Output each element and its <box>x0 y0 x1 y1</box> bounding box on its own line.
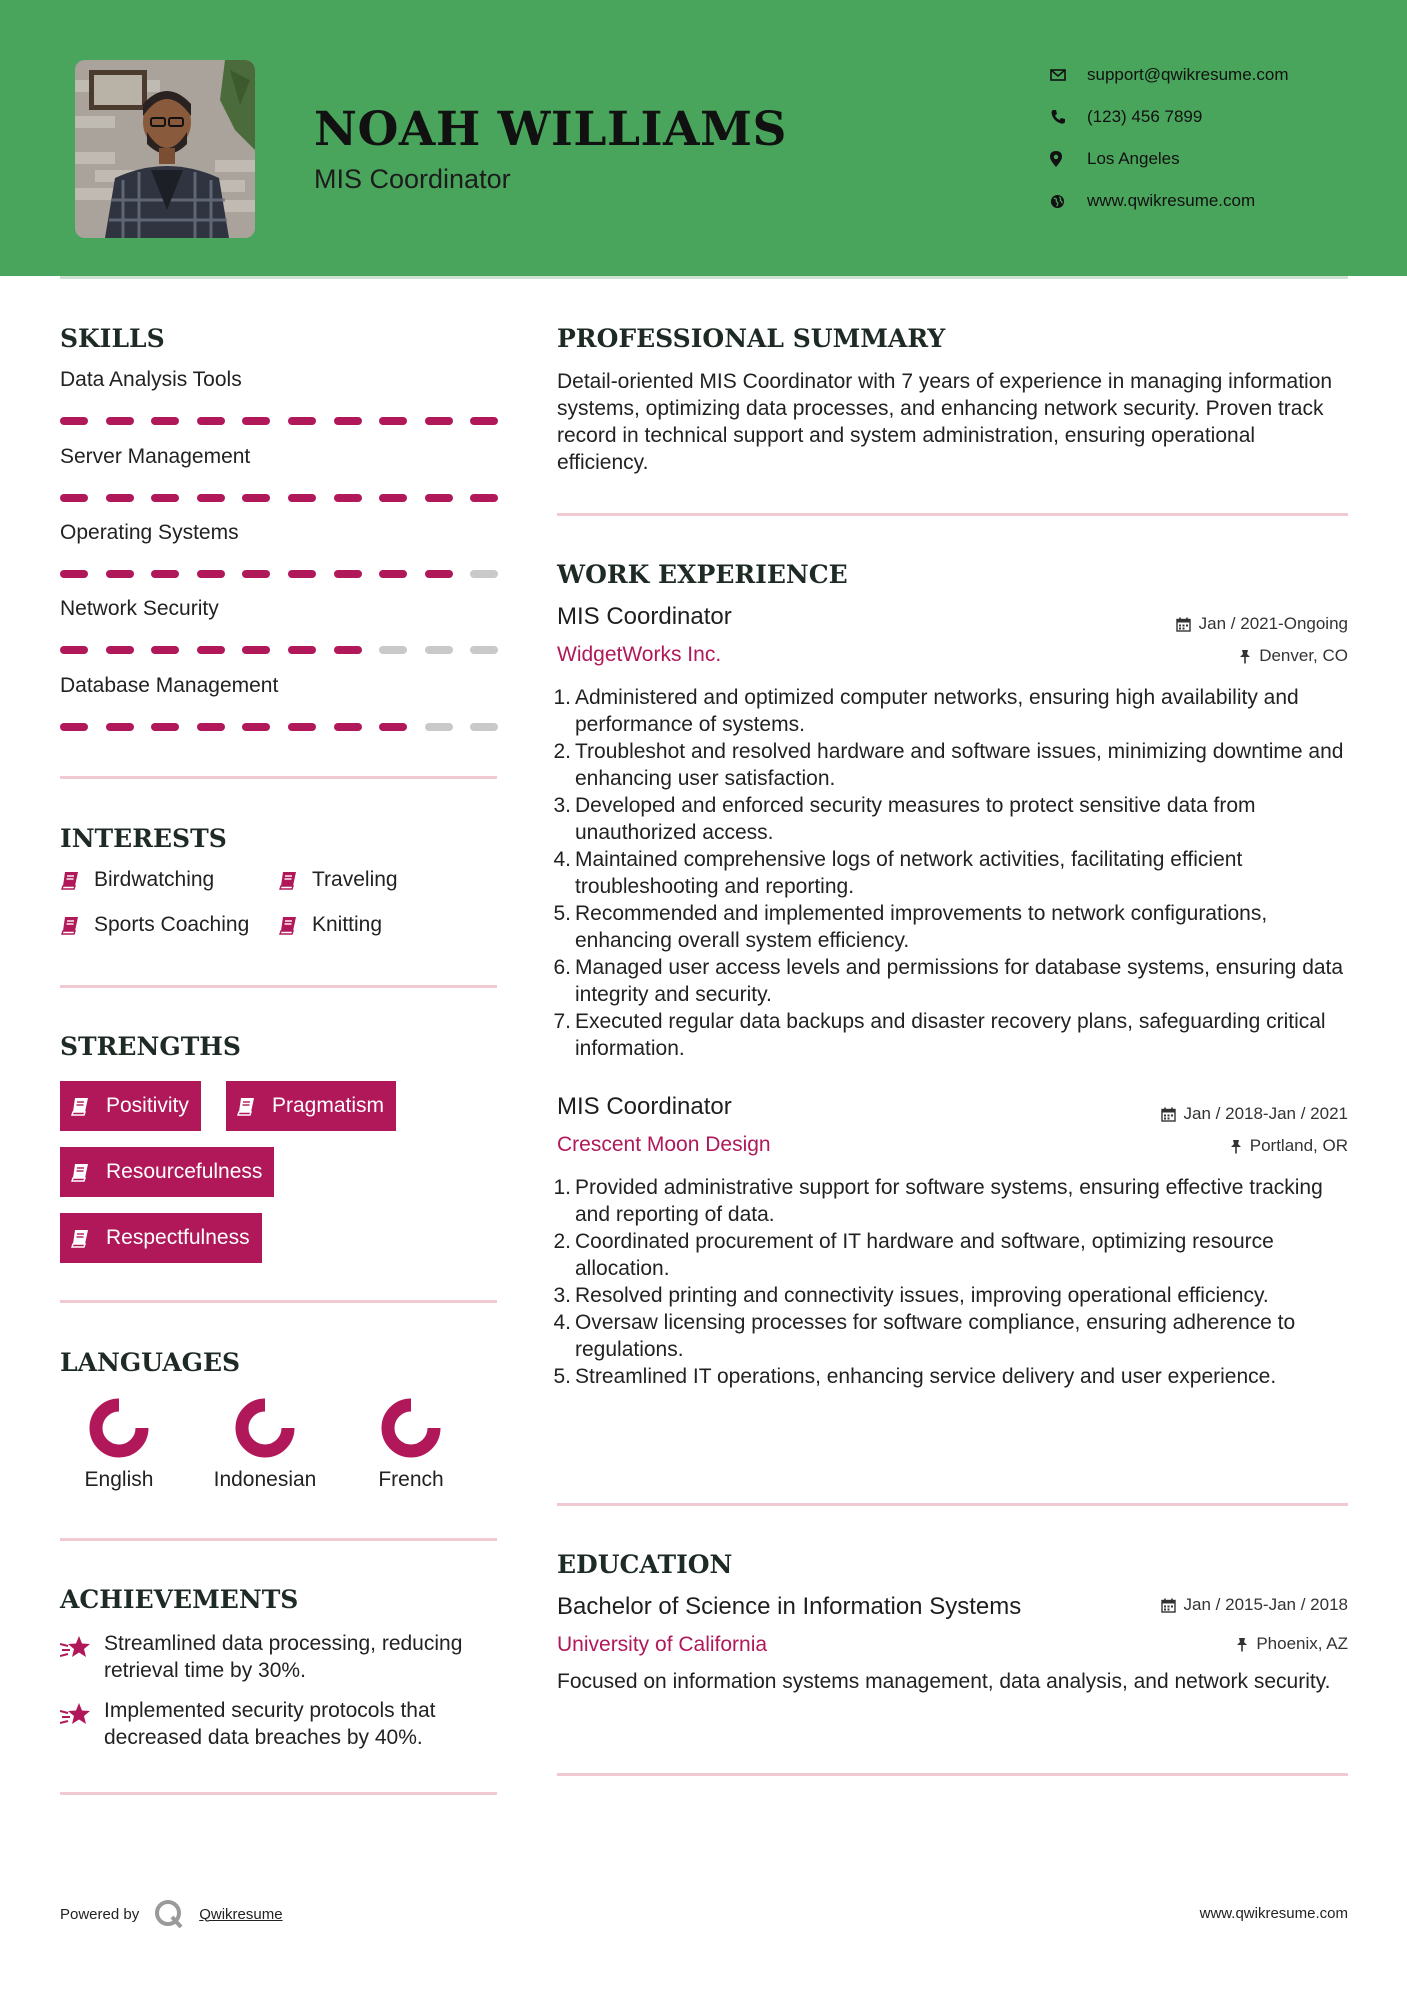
achievement-item <box>60 1630 500 1684</box>
language-gauge <box>89 1398 149 1458</box>
skill-dash-filled <box>425 570 453 578</box>
skill-dash-filled <box>379 723 407 731</box>
envelope-icon <box>1050 68 1087 82</box>
skill-dash-empty <box>470 723 498 731</box>
interest-item <box>60 913 249 937</box>
job-dates-text: Jan / 2021-Ongoing <box>1198 614 1348 633</box>
language-label: French <box>378 1468 444 1491</box>
powered-by-label: Powered by <box>60 1905 140 1923</box>
interest-label: Birdwatching <box>94 868 215 891</box>
strength-label: Resourcefulness <box>106 1160 263 1183</box>
calendar-icon <box>1161 1107 1176 1122</box>
interest-item <box>60 868 214 892</box>
skill-level-bar <box>60 723 500 731</box>
candidate-role: MIS Coordinator <box>314 164 511 194</box>
skill-dash-filled <box>242 494 270 502</box>
globe-icon <box>1050 194 1087 209</box>
interest-label: Traveling <box>312 868 398 891</box>
resume-header <box>0 0 1407 276</box>
skill-dash-filled <box>288 646 316 654</box>
contact-list <box>1050 54 1289 222</box>
strength-chip <box>226 1081 396 1131</box>
profile-photo <box>75 60 255 238</box>
school-name: University of California <box>557 1633 768 1656</box>
duty-item: 1. Provided administrative support for software systems, ensuring effective tracking and reporting of data. <box>553 1176 1323 1226</box>
job-title: MIS Coordinator <box>557 1093 732 1120</box>
skill-name: Data Analysis Tools <box>60 368 242 391</box>
skill-dash-filled <box>379 494 407 502</box>
job-location-text: Portland, OR <box>1249 1136 1348 1155</box>
skill-dash-filled <box>151 570 179 578</box>
skill-dash-filled <box>242 723 270 731</box>
skill-dash-filled <box>334 723 362 731</box>
skill-dash-filled <box>197 494 225 502</box>
skill-dash-filled <box>197 723 225 731</box>
duty-item: 4. Oversaw licensing processes for software compliance, ensuring adherence to regulations. <box>553 1311 1296 1361</box>
duty-text: Administered and optimized computer networks, ensuring high availability and performance of systems. <box>575 686 1299 736</box>
pushpin-icon <box>1230 1139 1242 1154</box>
contact-website[interactable] <box>1050 180 1289 222</box>
duty-text: Oversaw licensing processes for software compliance, ensuring adherence to regulations. <box>575 1311 1296 1361</box>
star-icon <box>60 1630 104 1684</box>
calendar-icon <box>1161 1598 1176 1613</box>
education-dates <box>1161 1595 1348 1615</box>
strength-label: Pragmatism <box>272 1094 385 1117</box>
job-dates-text: Jan / 2018-Jan / 2021 <box>1183 1104 1348 1123</box>
duty-text: Maintained comprehensive logs of network activities, facilitating efficient troubleshooting and reporting. <box>575 848 1243 898</box>
duty-item: 3. Resolved printing and connectivity issues, improving operational efficiency. <box>553 1284 1269 1307</box>
skill-dash-filled <box>197 646 225 654</box>
skill-dash-filled <box>334 646 362 654</box>
skill-dash-empty <box>470 646 498 654</box>
duty-text: Executed regular data backups and disaster recovery plans, safeguarding critical information. <box>575 1010 1326 1060</box>
footer-powered-by <box>60 1898 283 1930</box>
interest-item <box>278 868 398 892</box>
skill-dash-filled <box>379 417 407 425</box>
strength-label: Respectfulness <box>106 1226 250 1249</box>
skill-dash-empty <box>470 570 498 578</box>
skills-heading: SKILLS <box>60 324 165 353</box>
skill-dash-filled <box>425 417 453 425</box>
duty-text: Resolved printing and connectivity issues, improving operational efficiency. <box>575 1284 1269 1307</box>
header-divider <box>60 276 1348 279</box>
skill-dash-filled <box>470 494 498 502</box>
book-icon <box>70 1228 106 1248</box>
duty-item: 2. Troubleshot and resolved hardware and software issues, minimizing downtime and enhancing user satisfaction. <box>553 740 1344 790</box>
contact-email-text: support@qwikresume.com <box>1087 65 1289 84</box>
skill-dash-filled <box>106 646 134 654</box>
skill-dash-filled <box>379 570 407 578</box>
section-divider <box>60 776 497 779</box>
candidate-name: NOAH WILLIAMS <box>314 102 787 157</box>
skill-dash-filled <box>470 417 498 425</box>
achievement-text: Implemented security protocols that decreased data breaches by 40%. <box>104 1699 436 1749</box>
skill-name: Operating Systems <box>60 521 239 544</box>
pushpin-icon <box>1236 1637 1248 1652</box>
interest-label: Sports Coaching <box>94 913 250 936</box>
skill-dash-filled <box>334 570 362 578</box>
company-name: WidgetWorks Inc. <box>557 643 722 666</box>
skill-dash-filled <box>106 494 134 502</box>
strength-chip <box>60 1081 201 1131</box>
section-divider <box>60 1792 497 1795</box>
language-gauge <box>235 1398 295 1458</box>
interest-label: Knitting <box>312 913 383 936</box>
interest-item <box>278 913 382 937</box>
skill-dash-filled <box>288 570 316 578</box>
duty-text: Provided administrative support for software systems, ensuring effective tracking and reporting of data. <box>575 1176 1323 1226</box>
book-icon <box>278 915 312 935</box>
education-location <box>1236 1634 1348 1654</box>
qwikresume-logo-icon <box>153 1898 185 1930</box>
book-icon <box>70 1096 106 1116</box>
book-icon <box>60 915 94 935</box>
summary-text: Detail-oriented MIS Coordinator with 7 years of experience in managing information systems, optimizing data processes, and enhancing network security. Proven track record in technical support and system administration, ensuring operational efficiency. <box>557 370 1333 474</box>
duty-item: 3. Developed and enforced security measures to protect sensitive data from unauthorized access. <box>553 794 1256 844</box>
section-divider <box>60 1300 497 1303</box>
skill-dash-filled <box>334 494 362 502</box>
education-description: Focused on information systems management, data analysis, and network security. <box>557 1670 1331 1693</box>
job-dates <box>1176 614 1348 634</box>
strength-chip <box>60 1213 262 1263</box>
summary-heading: PROFESSIONAL SUMMARY <box>557 324 946 353</box>
strength-chip <box>60 1147 274 1197</box>
skill-dash-filled <box>242 570 270 578</box>
calendar-icon <box>1176 617 1191 632</box>
skill-name: Network Security <box>60 597 219 620</box>
language-label: English <box>84 1468 154 1491</box>
education-heading: EDUCATION <box>557 1550 733 1579</box>
degree-title: Bachelor of Science in Information Systems <box>557 1593 1022 1620</box>
job-title: MIS Coordinator <box>557 603 732 630</box>
skill-dash-filled <box>60 417 88 425</box>
achievement-text: Streamlined data processing, reducing retrieval time by 30%. <box>104 1632 463 1682</box>
duty-item: 5. Recommended and implemented improvements to network configurations, enhancing overall system efficiency. <box>553 902 1268 952</box>
strength-label: Positivity <box>106 1094 189 1117</box>
achievements-heading: ACHIEVEMENTS <box>60 1585 299 1614</box>
book-icon <box>60 870 94 890</box>
language-item <box>200 1398 330 1492</box>
job-location <box>1230 1136 1348 1156</box>
skill-dash-filled <box>425 494 453 502</box>
contact-website-text[interactable]: www.qwikresume.com <box>1087 191 1256 210</box>
education-dates-text: Jan / 2015-Jan / 2018 <box>1183 1595 1348 1614</box>
job-location-text: Denver, CO <box>1259 646 1348 665</box>
job-duties-list <box>553 684 1357 1062</box>
section-divider <box>557 513 1348 516</box>
skill-name: Server Management <box>60 445 251 468</box>
skill-dash-filled <box>288 723 316 731</box>
duty-text: Managed user access levels and permissions for database systems, ensuring data integrity and security. <box>575 956 1344 1006</box>
section-divider <box>60 1538 497 1541</box>
skill-name: Database Management <box>60 674 279 697</box>
duty-item: 5. Streamlined IT operations, enhancing service delivery and user experience. <box>553 1365 1277 1388</box>
map-marker-icon <box>1050 151 1087 167</box>
skill-dash-filled <box>334 417 362 425</box>
company-name: Crescent Moon Design <box>557 1133 771 1156</box>
skill-dash-filled <box>151 646 179 654</box>
language-gauge <box>381 1398 441 1458</box>
education-location-text: Phoenix, AZ <box>1256 1634 1348 1653</box>
contact-location-text: Los Angeles <box>1087 149 1180 168</box>
phone-icon <box>1050 109 1087 125</box>
job-duties-list <box>553 1174 1357 1390</box>
skill-level-bar <box>60 417 500 425</box>
book-icon <box>236 1096 272 1116</box>
skill-dash-filled <box>197 570 225 578</box>
skill-dash-filled <box>288 417 316 425</box>
job-location <box>1239 646 1348 666</box>
skill-dash-filled <box>151 417 179 425</box>
interests-heading: INTERESTS <box>60 824 227 853</box>
pushpin-icon <box>1239 649 1251 664</box>
contact-email[interactable] <box>1050 54 1289 96</box>
star-icon <box>60 1697 104 1751</box>
skill-level-bar <box>60 646 500 654</box>
skill-dash-filled <box>197 417 225 425</box>
duty-text: Streamlined IT operations, enhancing service delivery and user experience. <box>575 1365 1277 1388</box>
duty-text: Recommended and implemented improvements to network configurations, enhancing overall system efficiency. <box>575 902 1268 952</box>
strengths-heading: STRENGTHS <box>60 1032 241 1061</box>
section-divider <box>557 1773 1348 1776</box>
contact-phone-text: (123) 456 7899 <box>1087 107 1203 126</box>
languages-heading: LANGUAGES <box>60 1348 241 1377</box>
duty-text: Developed and enforced security measures to protect sensitive data from unauthorized access. <box>575 794 1256 844</box>
footer-website-link[interactable]: www.qwikresume.com <box>1199 1905 1348 1922</box>
skill-dash-filled <box>242 417 270 425</box>
duty-text: Coordinated procurement of IT hardware and software, optimizing resource allocation. <box>575 1230 1274 1280</box>
skill-dash-filled <box>60 646 88 654</box>
duty-item: 2. Coordinated procurement of IT hardware and software, optimizing resource allocation. <box>553 1230 1274 1280</box>
book-icon <box>278 870 312 890</box>
section-divider <box>60 985 497 988</box>
skill-dash-filled <box>106 570 134 578</box>
duty-item: 7. Executed regular data backups and disaster recovery plans, safeguarding critical information. <box>553 1010 1326 1060</box>
skill-dash-filled <box>242 646 270 654</box>
skill-dash-filled <box>106 417 134 425</box>
contact-location <box>1050 138 1289 180</box>
language-item <box>346 1398 476 1492</box>
duty-item: 6. Managed user access levels and permissions for database systems, ensuring data integrity and security. <box>553 956 1344 1006</box>
duty-text: Troubleshot and resolved hardware and software issues, minimizing downtime and enhancing user satisfaction. <box>575 740 1344 790</box>
skill-dash-filled <box>288 494 316 502</box>
skill-dash-filled <box>60 494 88 502</box>
skill-dash-filled <box>151 494 179 502</box>
book-icon <box>70 1162 106 1182</box>
skill-dash-empty <box>379 646 407 654</box>
duty-item: 1. Administered and optimized computer networks, ensuring high availability and performance of systems. <box>553 686 1299 736</box>
achievement-item <box>60 1697 500 1751</box>
skill-dash-empty <box>425 723 453 731</box>
qwikresume-link[interactable]: Qwikresume <box>199 1905 283 1923</box>
skill-level-bar <box>60 570 500 578</box>
skill-level-bar <box>60 494 500 502</box>
section-divider <box>557 1503 1348 1506</box>
duty-item: 4. Maintained comprehensive logs of network activities, facilitating efficient troubleshooting and reporting. <box>553 848 1243 898</box>
experience-heading: WORK EXPERIENCE <box>557 560 848 589</box>
skill-dash-filled <box>60 570 88 578</box>
job-dates <box>1161 1104 1348 1124</box>
contact-phone[interactable] <box>1050 96 1289 138</box>
language-label: Indonesian <box>213 1468 317 1491</box>
skill-dash-empty <box>425 646 453 654</box>
skill-dash-filled <box>151 723 179 731</box>
language-item <box>54 1398 184 1492</box>
skill-dash-filled <box>60 723 88 731</box>
skill-dash-filled <box>106 723 134 731</box>
